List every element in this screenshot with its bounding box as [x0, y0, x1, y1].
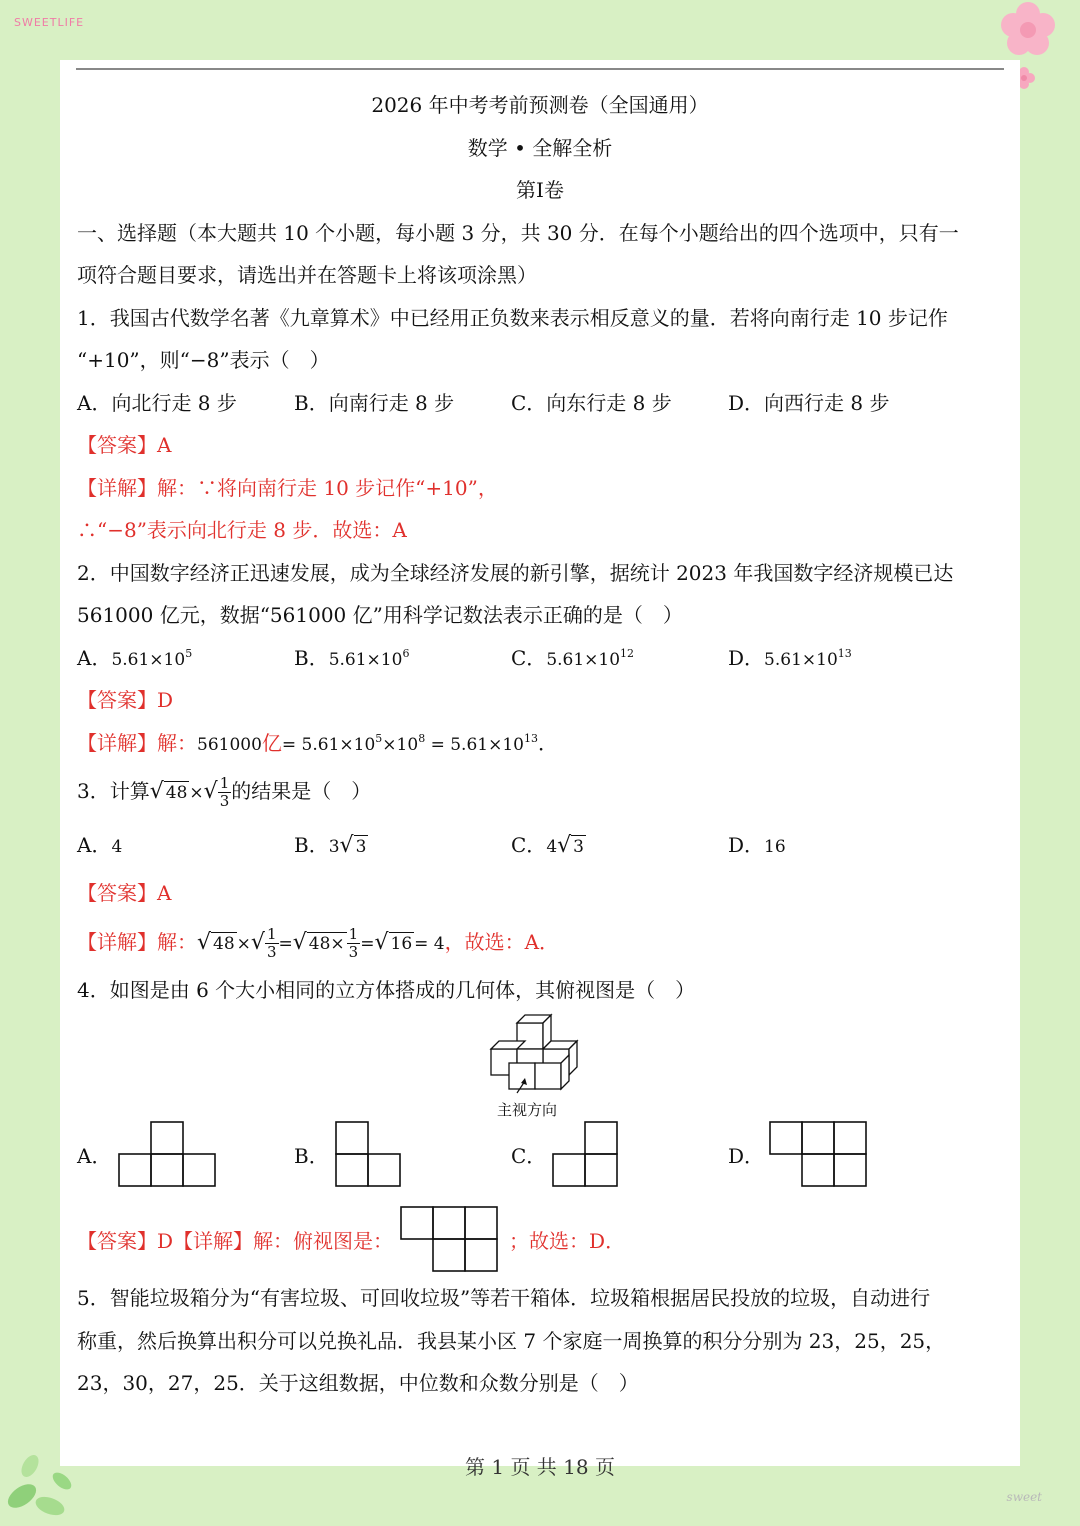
- brand-watermark-top: SWEETLIFE: [14, 16, 85, 29]
- q5-text-line3: 23，30，27，25．关于这组数据，中位数和众数分别是（ ）: [77, 1371, 639, 1395]
- q1-answer: 【答案】A: [77, 433, 172, 457]
- q3-option-b: B．3√ 3: [294, 833, 367, 858]
- q2-detail: 【详解】解：561000亿= $5.61\times 10^5\times 10^8 = 5.61\times 10^{13}$．: [77, 730, 558, 755]
- q1-option-b: B．向南行走 8 步: [294, 390, 455, 415]
- q5-text-line1: 5．智能垃圾箱分为“有害垃圾、可回收垃圾”等若干箱体．垃圾箱根据居民投放的垃圾，自动进行: [77, 1286, 931, 1310]
- q5-text-line2: 称重，然后换算出积分可以兑换礼品．我县某小区 7 个家庭一周换算的积分分别为 23，25，25，: [77, 1328, 946, 1353]
- q3-option-c: C．4√ 3: [511, 833, 584, 858]
- brand-watermark-bottom: sweet: [1006, 1490, 1042, 1504]
- q4-option-c: C．: [511, 1121, 728, 1187]
- q2-option-d: D．$5.61\times 10^{13}$: [728, 645, 852, 670]
- q4-text: 4．如图是由 6 个大小相同的立方体搭成的几何体，其俯视图是（ ）: [77, 977, 696, 1002]
- q1-option-d: D．向西行走 8 步: [728, 390, 890, 415]
- q2-text-line2: 561000 亿元，数据“561000 亿”用科学记数法表示正确的是（ ）: [77, 603, 683, 627]
- q4-answer-row: [77, 1201, 1003, 1277]
- header-rule: [76, 68, 1004, 70]
- q4-answer-suffix: ；故选：D．: [509, 1228, 626, 1253]
- q4-answer: 【答案】D【详解】解：俯视图是：: [77, 1228, 394, 1253]
- exam-subtitle: 数学 • 全解全析: [467, 135, 613, 160]
- q3-options: [77, 818, 1003, 872]
- section-heading-line1: 一、选择题（本大题共 10 个小题，每小题 3 分，共 30 分．在每个小题给出的四个选项中，只有一: [77, 220, 959, 245]
- cube-stack-figure: [487, 1015, 597, 1105]
- q2-option-c: C．$5.61\times 10^{12}$: [511, 645, 635, 670]
- q1-detail-line2: ∴“−8”表示向北行走 8 步．故选：A: [77, 518, 407, 542]
- q4-option-a: A．: [77, 1121, 294, 1187]
- q4-options: [77, 1121, 1003, 1201]
- q3-option-d: D．16: [728, 833, 786, 857]
- q4-option-d-grid: [768, 1121, 870, 1187]
- q4-option-b: B．: [294, 1121, 511, 1187]
- q4-figure: [77, 1011, 1003, 1121]
- q3-text: 3．计算√ 48 ×√ $\frac{1}{3}$ 的结果是（ ）: [77, 774, 372, 810]
- section-heading-line2: 项符合题目要求，请选出并在答题卡上将该项涂黑）: [77, 263, 537, 287]
- q1-options: [77, 382, 1003, 425]
- q4-option-a-grid: [117, 1121, 217, 1187]
- cube-figure-caption: 主视方向: [497, 1101, 558, 1119]
- exam-title: 2026 年中考考前预测卷（全国通用）: [371, 93, 709, 117]
- q1-detail-line1: 【详解】解：∵将向南行走 10 步记作“+10”，: [77, 475, 498, 500]
- exam-volume: 第Ⅰ卷: [516, 178, 564, 202]
- q3-option-a: A．4: [77, 833, 123, 857]
- q2-option-b: B．$5.61\times 10^6$: [294, 645, 410, 670]
- q3-answer: 【答案】A: [77, 881, 172, 905]
- q4-option-b-grid: [334, 1121, 404, 1187]
- q3-detail: 【详解】解：√ 48 ×√ $\frac{1}{3}$ =√ 48× $\frac{1}{3}$ =√ 16 = 4，故选：A．: [77, 924, 560, 961]
- q4-answer-grid: [399, 1205, 503, 1273]
- q1-text-line2: “+10”，则“−8”表示（ ）: [77, 348, 330, 372]
- q2-option-a: A．$5.61\times 10^5$: [77, 645, 193, 670]
- q1-option-a: A．向北行走 8 步: [77, 390, 237, 415]
- q2-options: [77, 637, 1003, 680]
- page-content: [77, 84, 1003, 1405]
- q1-option-c: C．向东行走 8 步: [511, 390, 672, 415]
- q4-option-d: D．: [728, 1121, 945, 1187]
- q1-text-line1: 1．我国古代数学名著《九章算术》中已经用正负数来表示相反意义的量．若将向南行走 10 步记作: [77, 305, 948, 330]
- page-footer: 第 1 页 共 18 页: [465, 1455, 615, 1479]
- q2-answer: 【答案】D: [77, 688, 174, 712]
- q2-text-line1: 2．中国数字经济正迅速发展，成为全球经济发展的新引擎，据统计 2023 年我国数字经济规模已达: [77, 560, 954, 585]
- exam-page: [60, 60, 1020, 1479]
- q4-option-c-grid: [551, 1121, 621, 1187]
